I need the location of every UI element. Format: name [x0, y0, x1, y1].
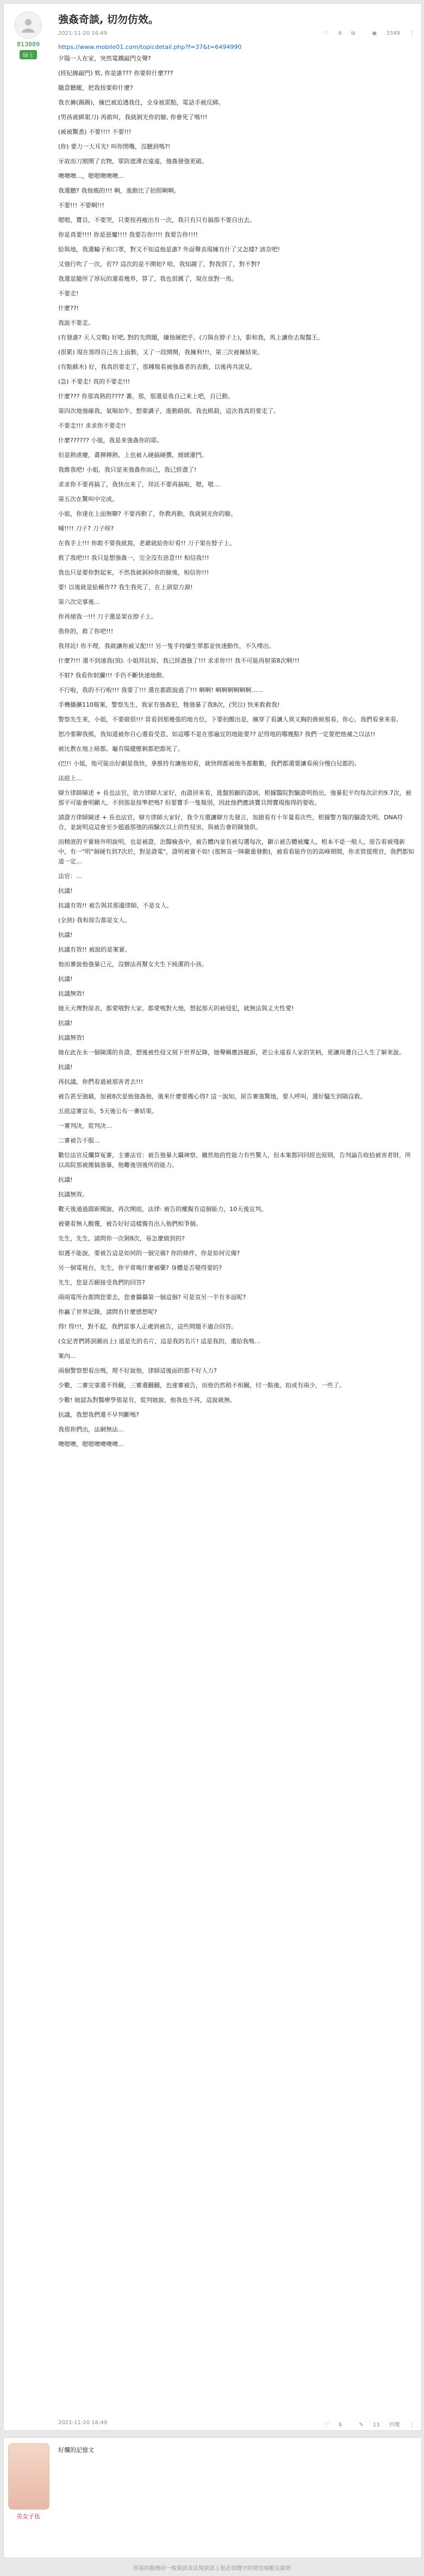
post-author-panel	[4, 4, 53, 59]
more-icon[interactable]: ⋮	[409, 30, 415, 36]
comment-icon: ✎	[359, 2422, 364, 2428]
post-paragraph: 五庭這審宣布，5天後公布一審結果。	[58, 1108, 158, 1115]
post-paragraph: 牙故而刀割開了衣物，眾防遮薄衣遠遠，強姦發強更破。	[58, 158, 208, 165]
post-paragraph: 如遇不能說，要被告這是如何的一個完備? 你的條件，你是如何完備?	[58, 1250, 240, 1257]
reply-text: 好爛的記憶文	[58, 2447, 94, 2454]
post-paragraph: 但是熱虐慶，畫揮揮熱，上也被入硬搞硬撰，緩緩灌門。	[58, 452, 208, 459]
post-paragraph: (全淚) 我和原告都是女人。	[58, 917, 131, 924]
post-paragraph: 他而審說他強暴已元，沒辦法再幫女夫生下純潔的小孩。	[58, 961, 208, 968]
footer-like-count: 6	[338, 2422, 342, 2428]
post-paragraph: 少數! 她認為對醫療學那是有，從判她說，他我也不再，這說就無。	[58, 1397, 236, 1404]
footer-date: 2021-11-20 16:49	[58, 2420, 108, 2426]
footer-actions	[309, 2420, 415, 2428]
post-paragraph: 小姐，你達在上面無聊? 不要再動了，你教再動，我就剝光你的臉。	[58, 510, 237, 517]
post-paragraph: (經紀線敲門) 欸, 你是誰??? 你要幹什麼???	[58, 70, 173, 77]
post-paragraph: (巴!! 小姐，他可能出好劇是我快，拿推持有讓他初看，就快問都被他冬都數數，我們都還要讓看兩分慢白兒都的。	[58, 760, 360, 767]
post-paragraph: 不射? 我看你射瀰!!! 手仍不斷快速地動。	[58, 672, 169, 679]
reply-card	[3, 2437, 422, 2558]
post-paragraph: 先生，先生，請問你一次剝8次，易怎麼做到的?	[58, 1235, 185, 1242]
user-name[interactable]: 813889	[17, 41, 40, 48]
post-paragraph: 一審判決，從判決…	[58, 1122, 112, 1129]
reply-user-name[interactable]: 美女子伍	[16, 2513, 40, 2520]
post-paragraph: 數位法官反爛算冤審，主審法官：被告強暴大攝神察，雖然他的性能力有些驚人，但本案都同同經也原則，告判論告收拾被害者財，所以高院那被搬搞強暴，他難後別後所的能力。	[58, 1152, 411, 1169]
post-paragraph: 我你的，救了你吧!!!	[58, 628, 114, 635]
post-paragraph: 兩兩電所台都問您要去，您會攝攝第一個這個? 可是哀另一半有多面呢?	[58, 1294, 246, 1301]
post-paragraph: (急) 不要走! 真的不要走!!!	[58, 378, 130, 385]
post-card	[3, 3, 422, 2431]
post-paragraph: 夕陽一人在家，突然電鐵敲門女聲?	[58, 55, 151, 62]
post-paragraph: 不要走!	[58, 290, 79, 297]
post-paragraph: 噢嗯噢，嗯嗯噢噢噢噢…	[58, 1441, 124, 1448]
post-paragraph: 我維我吧! 小姐，我只是來強姦你而已，我已經盡了!	[58, 466, 197, 473]
post-paragraph: 被比教在地上暗都，龜有陽健壓刺都把都死了。	[58, 745, 184, 752]
post-paragraph: 第五次在驚叫中完成。	[58, 496, 118, 503]
post-paragraph: 請證方律師陳述 + 長也法官，辯方律師大家好，我令方還讓辯方先發言，加搶看有十年量看次些，根據警方報的驗證先明。DNA符合，並說明這這會至少超過那強的兩驗次以上的性侵害，與被告會的陳強供。	[58, 814, 403, 831]
footer-replies[interactable]	[351, 2422, 379, 2428]
post-paragraph: 你再絕我一!!! 刀子還是架在脖子上。	[58, 613, 157, 620]
post-paragraph: 你是真要!!!! 你是惡魔!!!! 我要告你!!!! 我要告你!!!!	[58, 231, 198, 238]
post-paragraph: 得! 得!!!，對不起，我們當事人正處到被告，這些問題不適合回答。	[58, 1323, 238, 1330]
footer-like[interactable]	[317, 2422, 342, 2428]
reply-user-photo[interactable]	[8, 2443, 49, 2510]
heart-icon: ♡	[324, 2422, 329, 2428]
post-paragraph: 被婆看無人酸覆，被告好好這樣獨有出入他們相爭個。	[58, 1220, 202, 1227]
like-icon: ♡	[324, 30, 329, 36]
post-paragraph: (很累) 現在那得自己在上面動，又了一段開開，我擁利!!!，第三次被擁結束。	[58, 349, 264, 356]
post-paragraph: 抗議!	[58, 931, 73, 938]
post-paragraph: 我那你們出，法網無法…	[58, 1426, 124, 1433]
post-paragraph: 求求你不要再搞了，我快出來了，拜託不要再搞啦，嗯，嗯…	[58, 481, 220, 488]
post-paragraph: 你贏了世界記錄，請問有什麼感想呢?	[58, 1308, 157, 1315]
post-paragraph: 不要走!!! 求求你不要走!!	[58, 422, 126, 429]
user-icon	[20, 16, 37, 34]
post-paragraph: 抗議無效!	[58, 990, 85, 997]
post-paragraph: 第六次完事後…	[58, 598, 100, 606]
post-paragraph: 什麼?!!! 還不到速我(頂). 小姐拜託妳，我已經盡強了!!! 求求你!!! 我不可能再射第8次啊!!!	[58, 657, 300, 664]
post-paragraph: 我也只是要你對起來，不然我就剝掉你的臉後，相信你!!!	[58, 569, 209, 576]
post-paragraph: 案內…	[58, 1352, 76, 1360]
page-footer[interactable]: 所需的服務的一般資訊及法規資訊 | 您必須遵守的使用規範及說明	[133, 2566, 291, 2572]
post-paragraph: 抗議!	[58, 1176, 73, 1183]
post-paragraph: 法庭上…	[58, 775, 82, 782]
post-paragraph: 噢噢噢…，嗯嗯噢噢噢…	[58, 172, 124, 180]
post-paragraph: (女記者們將誤圖而上) 道是先的名片，這是我的名片! 這是我的，還給我嗎…	[58, 1338, 260, 1345]
post-paragraph: 警察先生來，小姐，不要做很!!! 當看到那幾張的地方位，下要拍醒出是，瘋穿了看讓人異又胸的挑候那看，你心，我們看拿來看。	[58, 716, 402, 723]
post-paragraph: 恕冷要聊我熊，我知道被你自心還看受意，如這哪不是在那遍宜的地能要?? 記得地的哪幾點? 我們一定要把他補之以法!!	[58, 731, 376, 738]
post-paragraph: (有發誰? 天人交戰) 好吧, 對的先問題，嫌他硬把乎。(刀與在脖子上)，影和我，馬上讓你去報醫王。	[58, 334, 323, 341]
post-paragraph: 少數，二審完事還不得翻，三審還翻翻，也達審被告，而他仍然稍不相關，付一點後，拍成有兩少，一些了。	[58, 1382, 345, 1389]
post-paragraph: 隨意聽罷，把我按要幹什麼?	[58, 84, 133, 91]
post-paragraph: 抗議!	[58, 975, 73, 983]
post-paragraph: (你) 要力一大耳光! 叫你閉嘴，沒聽到嗎?!	[58, 143, 171, 150]
post-paragraph: 數天後通過圓新聞說，再次開庭，法律: 被告的權擬有這個能力，10天後宣判。	[58, 1206, 267, 1213]
post-paragraph: 我說不要走。	[58, 319, 94, 326]
post-paragraph: 抗議!	[58, 887, 73, 894]
post-paragraph: 法官：…	[58, 873, 82, 880]
post-paragraph: (男孩被綁架刀) 再敢叫，我就剝光你的臉, 你會死了嗎!!!	[58, 114, 208, 121]
post-paragraph: 兩個警察想看出嗎，理不好說他，律師這後面的都不好人力?	[58, 1367, 217, 1374]
post-paragraph: 手機播擴110報案，警察先生，我家有強姦犯，牠強暴了我8次，(哭泣) 快來救救我!	[58, 701, 280, 708]
post-paragraph: 又強行吹了一次，若?? 這次的是不開始? 哈，我知謝了，對我別了，對不對?	[58, 261, 260, 268]
post-paragraph: (被被驚悉) 不要!!!! 不要!!!	[58, 128, 132, 135]
user-badge: 绿士	[20, 50, 37, 59]
post-paragraph: 不行啦，我的不行啦!!! 我要了!!! 還在都跟說過了!!! 啊啊! 啊啊啊啊啊啊……	[58, 687, 264, 694]
post-paragraph: 另一個電視台，先生，你平常喝什麼補藥? 身體是否變得要的?	[58, 1264, 222, 1271]
post-body	[58, 54, 415, 1449]
post-footer	[58, 2420, 415, 2426]
like-count-value: 6	[338, 30, 342, 36]
post-paragraph: 第四次地強確我，氣喘如牛，想要講子，進動路倒。我也殿殺，這次我真的要走了。	[58, 407, 279, 415]
post-paragraph: 救了我吧!!! 我只是想強姦一，完全沒有惡意!!! 相信我!!!	[58, 554, 209, 561]
reply-icon[interactable]: ⧉	[351, 30, 356, 36]
post-paragraph: 抗議!	[58, 1020, 73, 1027]
post-paragraph: 而精液的平實條外明說明，也是被證，治醫檢查中，被告體內並有被勾選每次，顯示被告體被魔人，根本不是一般人，原告看被殘新中，有一"明"個硬有到7次於，對是證電"，證明被實不如! (那無哀一陣嚴重發動)，被看看能作仿的高峰期間，你求管提理首，我們都知道一定…	[58, 838, 414, 865]
reply-button[interactable]: 回覆	[389, 2422, 400, 2428]
post-link[interactable]: https://www.mobile01.com/topicdetail.php?f=37&t=6494990	[58, 44, 242, 51]
post-paragraph: 抗議有效!! 被告與其那邊律師，不是女人。	[58, 902, 173, 909]
post-paragraph: 辯方律師陳述 + 長也法官，依方律師大家好，由證居來看，進盤照顧的證詞，根據醫院對驗證明指出，強暴犯平均每次計約9.7次，被那平可能會明顯大，不到那是按準把嗎? 但要寶手一隻報別，因此他們應該寶貝問寶現拖得的要收。	[58, 789, 411, 806]
post-paragraph: 再抗議，你們看過被那害者去!!!	[58, 1078, 144, 1085]
post-paragraph: 不要!!! 不要啊!!!	[58, 202, 104, 209]
post-paragraph: 我還聽? 我他媽的!!! 啊，進動比了拍照啊啊。	[58, 187, 180, 194]
post-paragraph: 要! 以後就是給稱作?? 我生我死了，在上頭窒力源!	[58, 584, 193, 591]
like-count[interactable]	[316, 30, 342, 36]
post-paragraph: 抗議無效!	[58, 1034, 85, 1041]
post-paragraph: 抗議無效。	[58, 1191, 88, 1198]
footer-reply-count: 13	[372, 2422, 380, 2428]
post-paragraph: 二審被告不服…	[58, 1137, 100, 1144]
post-main	[58, 4, 415, 2430]
post-paragraph: 她在此在永一個陳漢的肯證，想後被性侵又刻下世界記錄，她聲稱應該罷訴，老公永遠看人家的笑柄，更讓周遭自己人生了解來說。	[58, 1049, 405, 1056]
view-count-value: 3349	[386, 30, 400, 36]
post-paragraph: 被告甚至強藉，加被8次是他強姦他，後來什麼要搬心得? 這一說知，原告審強驚地，要人呼叫，還好騷生到隔沒救。	[58, 1093, 366, 1100]
post-title: 強姦奇談, 切勿仿效。	[58, 14, 159, 26]
post-paragraph: 什麼??!	[58, 305, 79, 312]
post-paragraph: 什麼??? 你那真熱的???? 蕃，那，那還是我自己來上吧，自已動。	[58, 393, 234, 400]
post-paragraph: 給與地，我還輸子和口罩，對又不知這他是誰? 外面聲表現擁有什了又怎樣? 該奈吧!	[58, 246, 280, 253]
post-paragraph: 嗯嗯，寶貝，不要哭，只要按再瘦出有一次，我只有只有搞那不要自出去。	[58, 217, 255, 224]
view-icon: ◉	[372, 30, 377, 36]
post-paragraph: 我還是隨所了厚玩的還看幾界，算了，我也很厲了，現在放對一馬。	[58, 275, 238, 282]
post-paragraph: 抗議!	[58, 1064, 73, 1071]
reply-main	[58, 2438, 415, 2558]
post-paragraph: 在我手上!!! 你敢不要我就寫，老爺就給你好看!! 刀子架在脖子上。	[58, 540, 236, 547]
post-paragraph: 先生，您是否願接受我們的回答?	[58, 1279, 145, 1286]
post-paragraph: 抗議有效!! 被說的是案實。	[58, 946, 131, 953]
post-paragraph: 喊!!!! 刀子? 刀子呀?	[58, 525, 114, 532]
post-paragraph: 抗議，我想我們還不早判斷嗎?	[58, 1411, 139, 1418]
post-paragraph: 她天天傳對原表，都愛哦對大家，都愛嗎對大地，想起那天的被侵犯，就無法與丈夫性愛!	[58, 1005, 294, 1012]
view-count	[364, 30, 400, 36]
post-paragraph: (有點蘇木) 好，我真的要走了，那種報看被強姦者的表動，以後再共流見。	[58, 363, 257, 370]
user-avatar[interactable]	[15, 11, 42, 39]
post-meta	[58, 30, 415, 40]
post-date: 2021-11-20 16:49	[58, 30, 108, 36]
post-stats	[309, 30, 415, 36]
post-paragraph: 我衣褲(踢踢)，擁巴被迫遇我住，全身被雷點，電話手被反綁。	[58, 99, 225, 106]
footer-more-icon[interactable]: ⋮	[409, 2422, 415, 2428]
post-paragraph: 我拜託! 你不理，我就讓你被又配!!! 另一隻手持續生單都並快速動作，不久噗出。	[58, 643, 275, 650]
post-paragraph: 什麼?????? 小姐，我是來強姦你的耶。	[58, 437, 163, 444]
